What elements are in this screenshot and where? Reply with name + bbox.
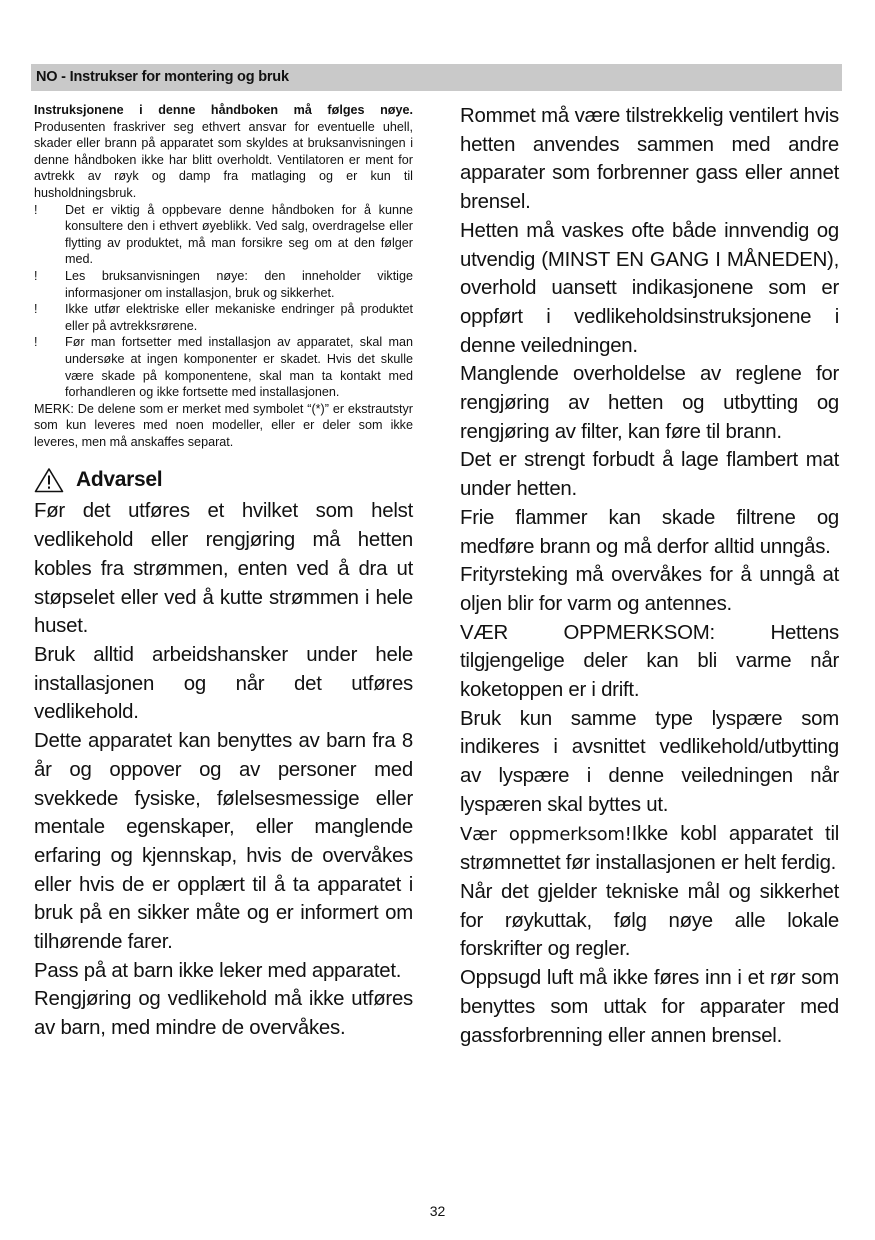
safety-paragraph: Det er strengt forbudt å lage flambert mat under hetten.	[460, 449, 839, 501]
list-item-text: Før man fortsetter med installasjon av apparatet, skal man undersøke at ingen komponenter er skadet. Hvis det skulle være skade på komponentene, skal man ta kontakt med forhandleren og ikke fortsette med installasjonen.	[65, 335, 413, 400]
list-item	[34, 268, 413, 301]
warning-heading	[34, 467, 413, 493]
attention-lead: Vær oppmerksom!	[460, 823, 632, 845]
list-item-text: Ikke utfør elektriske eller mekaniske endringer på produktet eller på avtrekksrørene.	[65, 302, 413, 333]
safety-paragraph: Frie flammer kan skade filtrene og medføre brann og må derfor alltid unngås.	[460, 506, 839, 558]
safety-paragraph: Oppsugd luft må ikke føres inn i et rør som benyttes som uttak for apparater med gassforbrenning eller annen brensel.	[460, 967, 839, 1047]
safety-paragraph: Manglende overholdelse av reglene for rengjøring av hetten og utbytting og rengjøring av filter, kan føre til brann.	[460, 363, 839, 443]
warning-title: Advarsel	[76, 468, 163, 492]
warning-paragraph: Før det utføres et hvilket som helst vedlikehold eller rengjøring må hetten kobles fra strømmen, enten ved å dra ut støpselet eller ved å kutte strømmen i hele huset.	[34, 500, 413, 638]
left-column	[34, 102, 413, 1043]
list-item	[34, 334, 413, 400]
attention-text: Ikke kobl apparatet til strømnettet før installasjonen er helt ferdig.	[460, 822, 839, 875]
intro-text: Produsenten fraskriver seg ethvert ansvar for eventuelle uhell, skader eller brann på apparatet som skyldes at bruksanvisningen i denne håndboken ikke har blitt overholdt. Ventilatoren er ment for avtrekk av røyk og damp fra matlaging og er kun til husholdningsbruk.	[34, 119, 413, 200]
safety-paragraph: Rommet må være tilstrekkelig ventilert hvis hetten anvendes sammen med andre apparater som forbrenner gass eller annet brensel.	[460, 105, 839, 214]
exclamation-icon: !	[34, 268, 38, 283]
intro-bold-lead: Instruksjonene i denne håndboken må følges nøye.	[34, 103, 413, 117]
warning-paragraph: Dette apparatet kan benyttes av barn fra 8 år og oppover og av personer med svekkede fysiske, følelsesmessige eller mentale egenskaper, eller manglende erfaring og kjennskap, hvis de overvåkes eller hvis de er opplært til å ta apparatet i bruk på en sikker måte og er informert om tilhørende farer.	[34, 730, 413, 954]
list-item-text: Det er viktig å oppbevare denne håndboken for å kunne konsultere den i ethvert øyeblikk. Ved salg, overdragelse eller flytting av produktet, må man forsikre seg om at den følger med.	[65, 202, 413, 267]
warning-triangle-icon	[34, 467, 64, 493]
list-item	[34, 202, 413, 268]
safety-paragraph: Bruk kun samme type lyspære som indikeres i avsnittet vedlikehold/utbytting av lyspære i denne veiledningen når lyspæren skal byttes ut.	[460, 707, 839, 816]
warning-paragraph: Pass på at barn ikke leker med apparatet.	[34, 959, 402, 982]
safety-paragraph: Når det gjelder tekniske mål og sikkerhet for røykuttak, følg nøye alle lokale forskrifter og regler.	[460, 880, 839, 961]
note-paragraph: MERK: De delene som er merket med symbolet “(*)” er ekstrautstyr som kun leveres med noen modeller, eller er deler som ikke leveres, men må anskaffes separat.	[34, 401, 413, 449]
exclamation-icon: !	[34, 202, 38, 217]
section-title: NO - Instrukser for montering og bruk	[36, 69, 289, 85]
attention-paragraph	[460, 820, 839, 878]
right-column	[460, 102, 839, 1050]
safety-paragraph: Hetten må vaskes ofte både innvendig og utvendig (MINST EN GANG I MÅNEDEN), overhold uansett indikasjonene som er oppført i vedlikeholdsinstruksjonene i denne veiledningen.	[460, 219, 839, 357]
list-item	[34, 301, 413, 334]
exclamation-icon: !	[34, 335, 38, 350]
warning-paragraph: Rengjøring og vedlikehold må ikke utføres av barn, med mindre de overvåkes.	[34, 988, 413, 1040]
warning-paragraphs	[34, 497, 413, 1042]
safety-paragraph: Frityrsteking må overvåkes for å unngå at oljen blir for varm og antennes.	[460, 564, 839, 615]
intro-paragraph	[34, 102, 413, 202]
page-number: 32	[429, 1203, 446, 1219]
instruction-list	[34, 202, 413, 401]
list-item-text: Les bruksanvisningen nøye: den inneholder viktige informasjoner om installasjon, bruk og sikkerhet.	[65, 268, 413, 300]
section-header-bar	[31, 64, 842, 91]
safety-paragraph: VÆR OPPMERKSOM: Hettens tilgjengelige deler kan bli varme når koketoppen er i drift.	[460, 621, 839, 702]
warning-paragraph: Bruk alltid arbeidshansker under hele installasjonen og når det utføres vedlikehold.	[34, 643, 413, 724]
exclamation-icon: !	[34, 302, 38, 317]
